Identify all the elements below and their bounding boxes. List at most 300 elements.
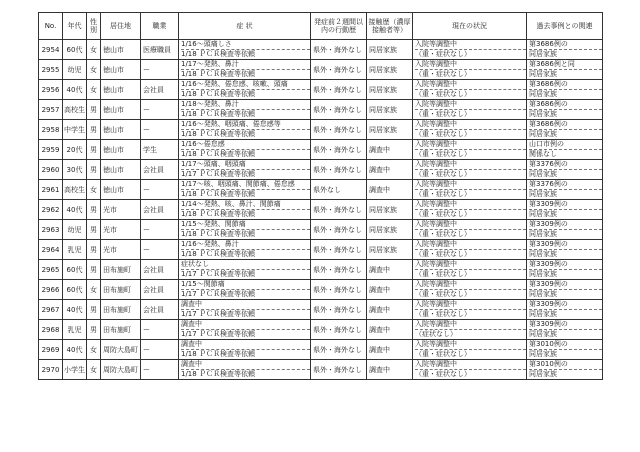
symptoms-line: 1/18 ＰＣＲ検査等依頼 [181,50,255,58]
occupation-cell: 学生 [141,140,179,160]
notes-cell [527,100,603,120]
symptoms-line: 1/18 ＰＣＲ検査等依頼 [181,350,255,358]
status-line: 入院等調整中 [415,200,526,210]
occupation-cell: ー [141,100,179,120]
table-row [39,140,603,160]
case-number: 2955 [39,60,63,80]
case-number: 2964 [39,240,63,260]
symptoms-cell [179,260,311,280]
symptoms-cell [179,120,311,140]
notes-line: 同居家族 [529,350,557,358]
status-cell [413,80,527,100]
case-number: 2954 [39,40,63,60]
notes-line: 第3010例の [529,340,602,350]
status-line: 入院等調整中 [415,140,526,150]
status-cell [413,40,527,60]
case-number: 2969 [39,340,63,360]
occupation-cell: ー [141,240,179,260]
status-line: （重・症状なし） [415,290,471,298]
symptoms-line: 1/17 ＰＣＲ検査等依頼 [181,290,255,298]
occupation-cell: ー [141,340,179,360]
contact-cell: 同居家族 [367,80,413,100]
symptoms-cell [179,300,311,320]
residence-cell: 徳山市 [101,120,141,140]
table-row [39,360,603,380]
status-line: （重・症状なし） [415,190,471,198]
status-line: 入院等調整中 [415,60,526,70]
status-line: （重・症状なし） [415,230,471,238]
travel-cell: 県外・海外なし [311,80,367,100]
header-residence: 居住地 [101,13,141,40]
contact-cell: 同居家族 [367,120,413,140]
symptoms-line: 調査中 [181,360,310,370]
travel-cell: 県外・海外なし [311,220,367,240]
contact-cell: 同居家族 [367,40,413,60]
symptoms-line: 1/17～発熱、鼻汁 [181,60,310,70]
table-row [39,280,603,300]
table-row [39,200,603,220]
travel-cell: 県外・海外なし [311,260,367,280]
status-line: 入院等調整中 [415,100,526,110]
occupation-cell: 会社員 [141,160,179,180]
age-cell: 乳児 [63,320,87,340]
notes-cell [527,300,603,320]
status-line: 入院等調整中 [415,320,526,330]
contact-cell: 調査中 [367,320,413,340]
travel-cell: 県外・海外なし [311,160,367,180]
age-cell: 60代 [63,260,87,280]
symptoms-line: 1/17 ＰＣＲ検査等依頼 [181,330,255,338]
header-row [39,13,603,40]
notes-cell [527,180,603,200]
case-number: 2957 [39,100,63,120]
header-contact: 接触歴（濃厚接触者等） [367,13,413,40]
sex-cell: 男 [87,220,101,240]
table-row [39,220,603,240]
status-line: （重・症状なし） [415,130,471,138]
notes-line: 同居家族 [529,50,557,58]
status-line: （重・症状なし） [415,210,471,218]
notes-line: 同居家族 [529,330,557,338]
age-cell: 中学生 [63,120,87,140]
contact-cell: 調査中 [367,360,413,380]
notes-cell [527,80,603,100]
contact-cell: 同居家族 [367,220,413,240]
status-cell [413,120,527,140]
symptoms-line: 1/17 ＰＣＲ検査等依頼 [181,270,255,278]
status-line: 入院等調整中 [415,40,526,50]
contact-cell: 調査中 [367,180,413,200]
age-cell: 60代 [63,40,87,60]
status-line: （重・症状なし） [415,250,471,258]
occupation-cell: ー [141,220,179,240]
residence-cell: 徳山市 [101,140,141,160]
symptoms-cell [179,200,311,220]
notes-line: 同居家族 [529,290,557,298]
contact-cell: 同居家族 [367,240,413,260]
contact-cell: 調査中 [367,340,413,360]
symptoms-line: 1/18 ＰＣＲ検査等依頼 [181,130,255,138]
status-cell [413,60,527,80]
symptoms-cell [179,160,311,180]
travel-cell: 県外・海外なし [311,100,367,120]
notes-line: 第3309例の [529,200,602,210]
table-row [39,320,603,340]
notes-cell [527,120,603,140]
occupation-cell: ー [141,320,179,340]
symptoms-line: 1/18 ＰＣＲ検査等依頼 [181,370,255,378]
symptoms-cell [179,320,311,340]
status-line: （重・症状なし） [415,90,471,98]
notes-line: 第3309例の [529,300,602,310]
header-age: 年代 [63,13,87,40]
status-cell [413,300,527,320]
status-line: 入院等調整中 [415,260,526,270]
notes-line: 第3309例の [529,280,602,290]
residence-cell: 田布施町 [101,320,141,340]
case-table [38,12,603,380]
notes-line: 同居家族 [529,190,557,198]
case-number: 2970 [39,360,63,380]
status-line: （重・症状なし） [415,350,471,358]
age-cell: 幼児 [63,60,87,80]
travel-cell: 県外・海外なし [311,120,367,140]
status-line: （症状なし） [415,330,457,338]
symptoms-line: 1/15～関節痛 [181,280,310,290]
age-cell: 60代 [63,280,87,300]
status-line: （重・症状なし） [415,150,471,158]
travel-cell: 県外・海外なし [311,320,367,340]
sex-cell: 男 [87,140,101,160]
notes-line: 第3686例の [529,80,602,90]
notes-line: 同居家族 [529,210,557,218]
sex-cell: 男 [87,200,101,220]
occupation-cell: 医療職員 [141,40,179,60]
notes-line: 第3309例の [529,320,602,330]
symptoms-cell [179,60,311,80]
travel-cell: 県外・海外なし [311,140,367,160]
header-sex: 性別 [87,13,101,40]
status-cell [413,140,527,160]
header-status: 現在の状況 [413,13,527,40]
notes-cell [527,40,603,60]
case-number: 2962 [39,200,63,220]
symptoms-line: 1/18 ＰＣＲ検査等依頼 [181,70,255,78]
symptoms-line: 調査中 [181,300,310,310]
case-number: 2961 [39,180,63,200]
contact-cell: 同居家族 [367,100,413,120]
status-cell [413,220,527,240]
sex-cell: 男 [87,320,101,340]
residence-cell: 田布施町 [101,300,141,320]
age-cell: 幼児 [63,220,87,240]
notes-line: 第3686例の [529,120,602,130]
notes-line: 第3376例の [529,160,602,170]
notes-line: 第3686例の [529,100,602,110]
residence-cell: 光市 [101,200,141,220]
notes-cell [527,60,603,80]
age-cell: 40代 [63,80,87,100]
status-cell [413,180,527,200]
travel-cell: 県外・海外なし [311,240,367,260]
notes-line: 同居家族 [529,130,557,138]
sex-cell: 男 [87,240,101,260]
status-line: 入院等調整中 [415,360,526,370]
notes-line: 同居家族 [529,250,557,258]
status-line: 入院等調整中 [415,240,526,250]
notes-line: 同居家族 [529,70,557,78]
travel-cell: 県外・海外なし [311,340,367,360]
status-cell [413,340,527,360]
sex-cell: 男 [87,300,101,320]
status-line: 入院等調整中 [415,220,526,230]
notes-cell [527,260,603,280]
notes-cell [527,280,603,300]
symptoms-line: 1/16～発熱、咽頭痛、倦怠感等 [181,120,310,130]
age-cell: 小学生 [63,360,87,380]
occupation-cell: 会社員 [141,280,179,300]
sex-cell: 男 [87,260,101,280]
table-row [39,100,603,120]
contact-cell: 調査中 [367,140,413,160]
residence-cell: 光市 [101,240,141,260]
status-line: 入院等調整中 [415,300,526,310]
sex-cell: 女 [87,40,101,60]
status-line: 入院等調整中 [415,80,526,90]
header-notes: 過去事例との関連 [527,13,603,40]
table-row [39,180,603,200]
symptoms-line: 1/16～発熱、倦怠感、咳嗽、頭痛 [181,80,310,90]
occupation-cell: ー [141,360,179,380]
symptoms-cell [179,40,311,60]
case-number: 2963 [39,220,63,240]
residence-cell: 田布施町 [101,280,141,300]
symptoms-cell [179,240,311,260]
table-row [39,260,603,280]
notes-line: 同居家族 [529,170,557,178]
status-line: （重・症状なし） [415,310,471,318]
residence-cell: 徳山市 [101,100,141,120]
contact-cell: 調査中 [367,280,413,300]
sex-cell: 女 [87,280,101,300]
case-number: 2960 [39,160,63,180]
symptoms-cell [179,80,311,100]
symptoms-cell [179,140,311,160]
status-cell [413,240,527,260]
symptoms-cell [179,220,311,240]
table-row [39,120,603,140]
status-cell [413,160,527,180]
case-number: 2968 [39,320,63,340]
notes-cell [527,160,603,180]
occupation-cell: ー [141,120,179,140]
notes-line: 同居家族 [529,270,557,278]
status-cell [413,100,527,120]
symptoms-cell [179,360,311,380]
sex-cell: 女 [87,80,101,100]
sex-cell: 女 [87,340,101,360]
symptoms-line: 1/18 ＰＣＲ検査等依頼 [181,210,255,218]
contact-cell: 同居家族 [367,60,413,80]
status-line: （重・症状なし） [415,70,471,78]
notes-line: 第3376例の [529,180,602,190]
symptoms-line: 1/16～倦怠感 [181,140,310,150]
notes-line: 関係なし [529,150,557,158]
status-line: 入院等調整中 [415,280,526,290]
notes-line: 同居家族 [529,310,557,318]
travel-cell: 県外・海外なし [311,360,367,380]
status-cell [413,260,527,280]
notes-line: 第3010例の [529,360,602,370]
status-line: （重・症状なし） [415,370,471,378]
notes-cell [527,200,603,220]
travel-cell: 県外・海外なし [311,60,367,80]
case-number: 2966 [39,280,63,300]
sex-cell: 男 [87,100,101,120]
residence-cell: 徳山市 [101,80,141,100]
header-no: No. [39,13,63,40]
sex-cell: 女 [87,360,101,380]
status-cell [413,280,527,300]
notes-cell [527,140,603,160]
case-number: 2967 [39,300,63,320]
status-line: 入院等調整中 [415,180,526,190]
age-cell: 40代 [63,200,87,220]
case-number: 2956 [39,80,63,100]
age-cell: 20代 [63,140,87,160]
symptoms-line: 1/17 ＰＣＲ検査等依頼 [181,310,255,318]
symptoms-line: 1/18 ＰＣＲ検査等依頼 [181,250,255,258]
sex-cell: 女 [87,180,101,200]
symptoms-cell [179,180,311,200]
symptoms-line: 1/15～発熱、関節痛 [181,220,310,230]
age-cell: 乳児 [63,240,87,260]
symptoms-cell [179,340,311,360]
notes-line: 第3309例の [529,220,602,230]
age-cell: 40代 [63,300,87,320]
case-rows [39,40,603,380]
age-cell: 40代 [63,340,87,360]
contact-cell: 調査中 [367,300,413,320]
status-line: （重・症状なし） [415,170,471,178]
travel-cell: 県外・海外なし [311,40,367,60]
symptoms-cell [179,280,311,300]
sex-cell: 男 [87,160,101,180]
symptoms-line: 症状なし [181,260,310,270]
notes-line: 同居家族 [529,370,557,378]
travel-cell: 県外・海外なし [311,280,367,300]
symptoms-line: 調査中 [181,340,310,350]
notes-line: 第3686例と同 [529,60,602,70]
status-line: （重・症状なし） [415,270,471,278]
notes-cell [527,320,603,340]
notes-cell [527,340,603,360]
contact-cell: 調査中 [367,260,413,280]
symptoms-line: 1/16～頭痛しさ [181,40,310,50]
residence-cell: 徳山市 [101,160,141,180]
status-line: 入院等調整中 [415,160,526,170]
residence-cell: 光市 [101,220,141,240]
case-table-sheet [38,12,603,380]
header-occupation: 職業 [141,13,179,40]
status-line: 入院等調整中 [415,340,526,350]
notes-line: 山口市例の [529,140,602,150]
symptoms-line: 1/18～発熱、鼻汁 [181,100,310,110]
occupation-cell: ー [141,180,179,200]
travel-cell: 県外・海外なし [311,300,367,320]
contact-cell: 同居家族 [367,200,413,220]
sex-cell: 男 [87,120,101,140]
case-number: 2965 [39,260,63,280]
occupation-cell: 会社員 [141,300,179,320]
symptoms-line: 調査中 [181,320,310,330]
occupation-cell: ー [141,60,179,80]
symptoms-line: 1/17 ＰＣＲ検査等依頼 [181,170,255,178]
notes-line: 同居家族 [529,90,557,98]
residence-cell: 徳山市 [101,60,141,80]
case-number: 2959 [39,140,63,160]
residence-cell: 周防大島町 [101,360,141,380]
status-line: （重・症状なし） [415,50,471,58]
symptoms-line: 1/17～頭痛、咽頭痛 [181,160,310,170]
table-row [39,240,603,260]
residence-cell: 徳山市 [101,40,141,60]
table-row [39,60,603,80]
symptoms-line: 1/14～発熱、咳、鼻汁、関節痛 [181,200,310,210]
header-symptoms: 症 状 [179,13,311,40]
status-cell [413,320,527,340]
header-travel: 発症前２週間以内の行動歴 [311,13,367,40]
occupation-cell: 会社員 [141,80,179,100]
age-cell: 30代 [63,160,87,180]
table-row [39,160,603,180]
table-row [39,80,603,100]
table-row [39,40,603,60]
notes-cell [527,360,603,380]
table-row [39,340,603,360]
status-cell [413,360,527,380]
notes-line: 同居家族 [529,230,557,238]
contact-cell: 調査中 [367,160,413,180]
symptoms-line: 1/18 ＰＣＲ検査等依頼 [181,190,255,198]
symptoms-line: 1/18 ＰＣＲ検査等依頼 [181,110,255,118]
symptoms-line: 1/16～発熱、鼻汁 [181,240,310,250]
age-cell: 高校生 [63,100,87,120]
notes-cell [527,220,603,240]
notes-line: 同居家族 [529,110,557,118]
symptoms-line: 1/18 ＰＣＲ検査等依頼 [181,230,255,238]
notes-line: 第3309例の [529,260,602,270]
residence-cell: 周防大島町 [101,340,141,360]
status-line: （重・症状なし） [415,110,471,118]
notes-line: 第3686例の [529,40,602,50]
travel-cell: 県外・海外なし [311,200,367,220]
symptoms-line: 1/17～咳、咽頭痛、関節痛、倦怠感 [181,180,310,190]
occupation-cell: 会社員 [141,200,179,220]
age-cell: 高校生 [63,180,87,200]
status-line: 入院等調整中 [415,120,526,130]
travel-cell: 県外なし [311,180,367,200]
sex-cell: 女 [87,60,101,80]
symptoms-line: 1/18 ＰＣＲ検査等依頼 [181,90,255,98]
case-number: 2958 [39,120,63,140]
notes-cell [527,240,603,260]
symptoms-line: 1/18 ＰＣＲ検査等依頼 [181,150,255,158]
occupation-cell: 会社員 [141,260,179,280]
table-row [39,300,603,320]
status-cell [413,200,527,220]
residence-cell: 徳山市 [101,180,141,200]
